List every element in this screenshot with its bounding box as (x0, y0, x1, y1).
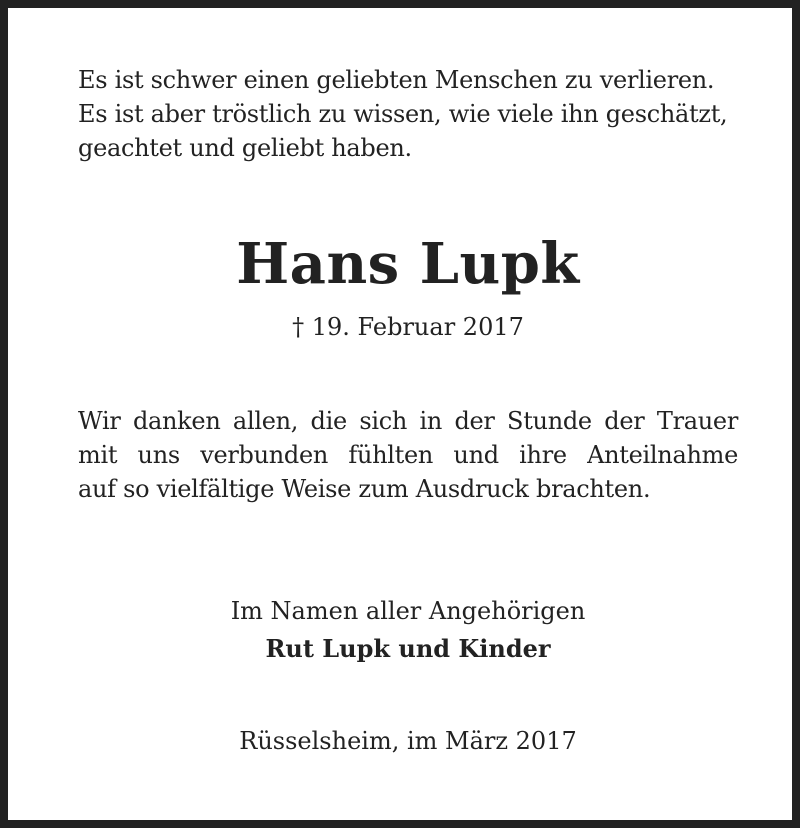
intro-line: Es ist aber tröstlich zu wissen, wie viele ihn geschätzt, (78, 100, 728, 128)
on-behalf-line: Im Namen aller Angehörigen (230, 597, 586, 625)
thanks-line: mit uns verbunden fühlten und ihre Anteilnahme (78, 441, 738, 469)
intro-line: geachtet und geliebt haben. (78, 134, 412, 162)
family-signature: Rut Lupk und Kinder (265, 634, 551, 663)
death-date: † 19. Februar 2017 (292, 313, 524, 341)
deceased-name: Hans Lupk (236, 231, 580, 297)
intro-quote (78, 63, 738, 165)
thanks-text (78, 404, 738, 506)
intro-line: Es ist schwer einen geliebten Menschen zu verlieren. (78, 66, 715, 94)
place-date: Rüsselsheim, im März 2017 (239, 727, 577, 755)
thanks-line: auf so vielfältige Weise zum Ausdruck brachten. (78, 475, 651, 503)
thanks-line: Wir danken allen, die sich in der Stunde der Trauer (78, 407, 738, 435)
